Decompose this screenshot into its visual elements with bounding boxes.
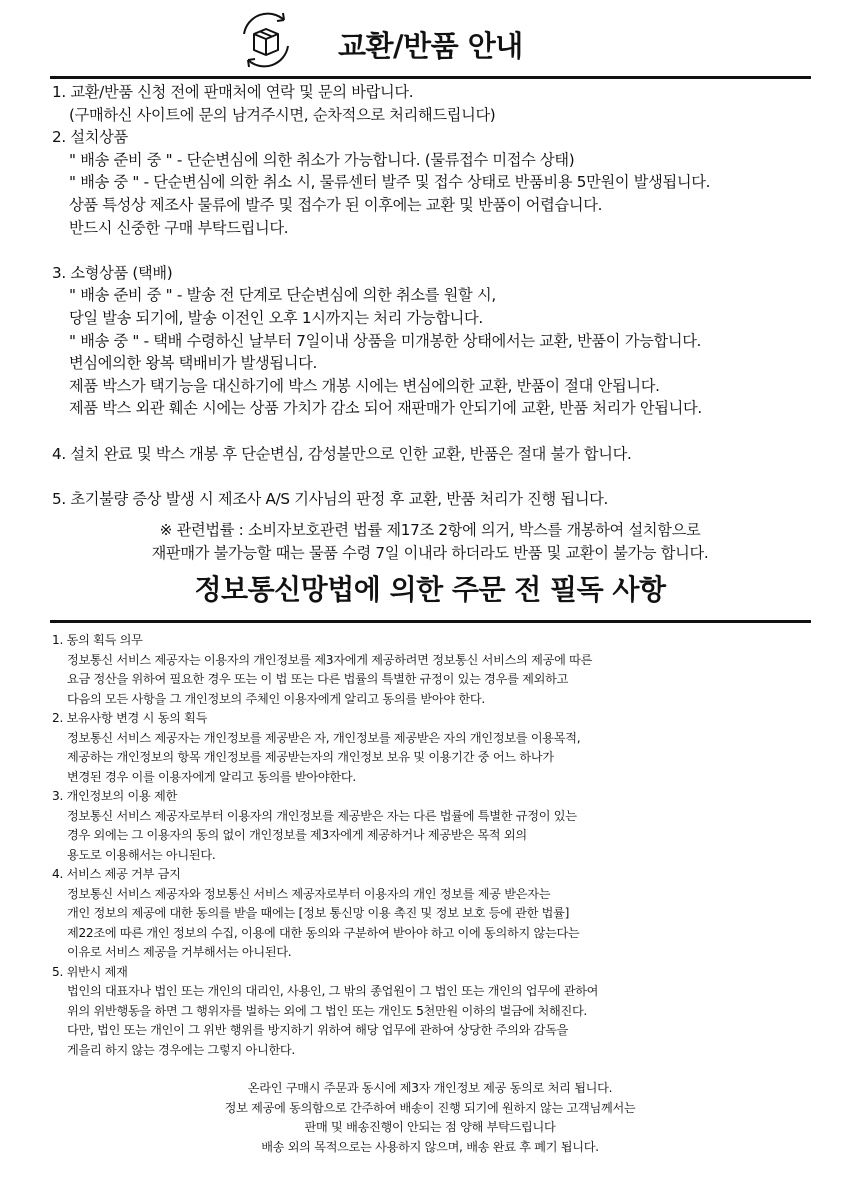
- section2-item-2-heading: 2. 보유사항 변경 시 동의 획득: [52, 711, 208, 725]
- section2-item-3-line: 경우 외에는 그 이용자의 동의 없이 개인정보를 제3자에게 제공하거나 제공받은 목적 외의: [67, 828, 527, 842]
- section1-item-2-line: 상품 특성상 제조사 물류에 발주 및 접수가 된 이후에는 교환 및 반품이 어렵습니다.: [69, 195, 603, 214]
- section2-item-2-line: 변경된 경우 이를 이용자에게 알리고 동의를 받아야한다.: [67, 769, 356, 784]
- section1-item-4-heading: 4. 설치 완료 및 박스 개봉 후 단순변심, 감성불만으로 인한 교환, 반품은 절대 불가 합니다.: [52, 444, 632, 463]
- section2-item-4-line: 개인 정보의 제공에 대한 동의를 받을 때에는 [정보 통신망 이용 촉진 및 정보 보호 등에 관한 법률]: [67, 906, 570, 920]
- footer-line: 정보 제공에 동의함으로 간주하여 배송이 진행 되기에 원하지 않는 고객님께서는: [224, 1100, 636, 1115]
- divider: [50, 76, 811, 79]
- section1-item-2-line: 반드시 신중한 구매 부탁드립니다.: [69, 218, 289, 237]
- header: [0, 0, 860, 76]
- section1-item-3-line: 제품 박스 외관 훼손 시에는 상품 가치가 감소 되어 재판매가 안되기에 교환, 반품 처리가 안됩니다.: [69, 399, 702, 418]
- section2-item-2-line: 제공하는 개인정보의 항목 개인정보를 제공받는자의 개인정보 보유 및 이용기간 중 어느 하나가: [67, 750, 554, 764]
- section1-item-1-line: (구매하신 사이트에 문의 남겨주시면, 순차적으로 처리해드립니다): [69, 105, 496, 124]
- footer-notice: [0, 1079, 860, 1157]
- section2-item-3-line: 용도로 이용해서는 아니된다.: [67, 847, 216, 862]
- section1-item-1-heading: 1. 교환/반품 신청 전에 판매처에 연락 및 문의 바랍니다.: [52, 83, 414, 101]
- section2-item-1-line: 요금 정산을 위하여 필요한 경우 또는 이 법 또는 다른 법률의 특별한 규정이 있는 경우를 제외하고: [67, 672, 569, 686]
- footer-line: 판매 및 배송진행이 안되는 점 양해 부탁드립니다: [304, 1120, 556, 1134]
- legal-note-line: 재판매가 불가능할 때는 물품 수령 7일 이내라 하더라도 반품 및 교환이 불가능 합니다.: [151, 544, 709, 562]
- section2-item-3-line: 정보통신 서비스 제공자로부터 이용자의 개인정보를 제공받은 자는 다른 법률에 특별한 규정이 있는: [67, 808, 577, 823]
- page-title: 교환/반품 안내: [338, 29, 523, 63]
- section2-item-4-heading: 4. 서비스 제공 거부 금지: [52, 867, 181, 881]
- section2-item-1-line: 정보통신 서비스 제공자는 이용자의 개인정보를 제3자에게 제공하려면 정보통신 서비스의 제공에 따른: [67, 652, 593, 667]
- section2-item-5-line: 게을리 하지 않는 경우에는 그렇지 아니한다.: [67, 1042, 295, 1057]
- section1-item-2-line: " 배송 중 " - 단순변심에 의한 취소 시, 물류센터 발주 및 접수 상태로 반품비용 5만원이 발생됩니다.: [69, 173, 711, 192]
- section1-item-5-heading: 5. 초기불량 증상 발생 시 제조사 A/S 기사님의 판정 후 교환, 반품 처리가 진행 됩니다.: [52, 489, 609, 508]
- footer-line: 배송 외의 목적으로는 사용하지 않으며, 배송 완료 후 폐기 됩니다.: [261, 1139, 599, 1154]
- section2-item-5-line: 법인의 대표자나 법인 또는 개인의 대리인, 사용인, 그 밖의 종업원이 그 법인 또는 개인의 업무에 관하여: [67, 984, 599, 998]
- section1-item-3-line: 제품 박스가 택기능을 대신하기에 박스 개봉 시에는 변심에의한 교환, 반품이 절대 안됩니다.: [69, 376, 660, 395]
- section1-item-3-line: 당일 발송 되기에, 발송 이전인 오후 1시까지는 처리 가능합니다.: [69, 308, 483, 327]
- exchange-return-section: [52, 81, 812, 510]
- box-exchange-icon: [230, 4, 302, 76]
- section1-item-2-line: " 배송 준비 중 " - 단순변심에 의한 취소가 가능합니다. (물류접수 미접수 상태): [69, 150, 575, 169]
- section2-item-2-line: 정보통신 서비스 제공자는 개인정보를 제공받은 자, 개인정보를 제공받은 자의 개인정보를 이용목적,: [67, 730, 581, 745]
- section2-item-5-line: 다만, 법인 또는 개인이 그 위반 행위를 방지하기 위하여 해당 업무에 관하여 상당한 주의와 감독을: [67, 1023, 569, 1037]
- section2-item-1-line: 다음의 모든 사항을 그 개인정보의 주체인 이용자에게 알리고 동의를 받아야 한다.: [67, 691, 485, 706]
- section1-item-2-heading: 2. 설치상품: [52, 128, 128, 147]
- section1-item-3-heading: 3. 소형상품 (택배): [52, 263, 173, 282]
- divider: [50, 620, 811, 623]
- privacy-notice-section: [52, 631, 812, 1060]
- section2-item-4-line: 이유로 서비스 제공을 거부해서는 아니된다.: [67, 945, 292, 959]
- legal-note: [0, 519, 860, 565]
- footer-line: 온라인 구매시 주문과 동시에 제3자 개인정보 제공 동의로 처리 됩니다.: [247, 1081, 613, 1095]
- section1-item-3-line: " 배송 준비 중 " - 발송 전 단계로 단순변심에 의한 취소를 원할 시,: [69, 286, 496, 305]
- section2-item-4-line: 정보통신 서비스 제공자와 정보통신 서비스 제공자로부터 이용자의 개인 정보를 제공 받은자는: [67, 886, 551, 901]
- section2-item-5-heading: 5. 위반시 제재: [52, 964, 128, 979]
- section2-item-1-heading: 1. 동의 획득 의무: [52, 633, 143, 647]
- legal-note-line: ※ 관련법률 : 소비자보호관련 법률 제17조 2항에 의거, 박스를 개봉하여 설치함으로: [159, 521, 701, 539]
- section2-item-4-line: 제22조에 따른 개인 정보의 수집, 이용에 대한 동의와 구분하여 받아야 하고 이에 동의하지 않는다는: [67, 925, 580, 940]
- section2-item-5-line: 위의 위반행동을 하면 그 행위자를 벌하는 외에 그 법인 또는 개인도 5천만원 이하의 벌금에 처해진다.: [67, 1003, 587, 1018]
- section2-title: 정보통신망법에 의한 주문 전 필독 사항: [194, 573, 666, 606]
- section1-item-3-line: " 배송 중 " - 택배 수령하신 날부터 7일이내 상품을 미개봉한 상태에서는 교환, 반품이 가능합니다.: [69, 331, 702, 350]
- section1-item-3-line: 변심에의한 왕복 택배비가 발생됩니다.: [69, 354, 318, 373]
- section2-item-3-heading: 3. 개인정보의 이용 제한: [52, 789, 178, 803]
